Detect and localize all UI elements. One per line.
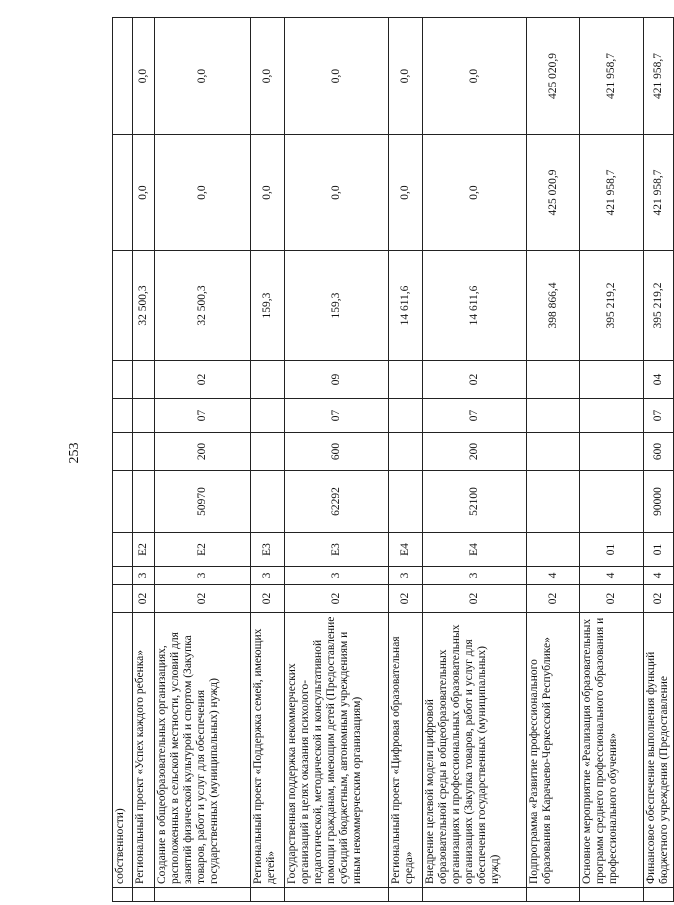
- row-pr-cell: 3: [285, 567, 389, 585]
- row-sum3-cell: 0,0: [389, 18, 423, 135]
- row-vr-cell: [133, 433, 155, 471]
- row-rz-cell: 02: [251, 585, 285, 613]
- row-cs2-cell: [251, 471, 285, 533]
- row-cs1-cell: 01: [644, 533, 674, 567]
- row-ku2-cell: [251, 361, 285, 399]
- budget-table: [112, 17, 674, 902]
- row-sum1-cell: [113, 251, 133, 361]
- table-row: [580, 18, 644, 902]
- table-row: [133, 18, 155, 902]
- row-sum2-cell: 0,0: [133, 135, 155, 251]
- row-gutter-cell: [251, 888, 285, 902]
- row-sum1-cell: 14 611,6: [389, 251, 423, 361]
- row-sum2-cell: 421 958,7: [644, 135, 674, 251]
- row-sum2-cell: 0,0: [251, 135, 285, 251]
- row-rz-cell: 02: [580, 585, 644, 613]
- row-vr-cell: 600: [285, 433, 389, 471]
- row-rz-cell: 02: [285, 585, 389, 613]
- row-rz-cell: 02: [133, 585, 155, 613]
- table-row: [527, 18, 580, 902]
- row-ku-cell: 07: [423, 399, 527, 433]
- row-ku-cell: 07: [644, 399, 674, 433]
- row-sum1-cell: 32 500,3: [133, 251, 155, 361]
- row-cs1-cell: [113, 533, 133, 567]
- row-ku2-cell: 04: [644, 361, 674, 399]
- row-ku2-cell: [113, 361, 133, 399]
- row-cs2-cell: [113, 471, 133, 533]
- row-sum3-cell: 421 958,7: [580, 18, 644, 135]
- row-pr-cell: 4: [644, 567, 674, 585]
- row-gutter-cell: [423, 888, 527, 902]
- row-vr-cell: [580, 433, 644, 471]
- row-sum3-cell: [113, 18, 133, 135]
- row-gutter-cell: [389, 888, 423, 902]
- row-cs1-cell: E2: [155, 533, 251, 567]
- row-vr-cell: 200: [423, 433, 527, 471]
- row-name-cell: Внедрение целевой модели цифровой образовательной среды в общеобразовательных организациях и профессиональных образовательных организациях (Закупка товаров, работ и услуг для обеспечения государственных (муниципальных) нужд): [423, 613, 527, 888]
- row-sum1-cell: 395 219,2: [644, 251, 674, 361]
- row-vr-cell: [251, 433, 285, 471]
- row-pr-cell: 3: [389, 567, 423, 585]
- table-row: [423, 18, 527, 902]
- row-gutter-cell: [285, 888, 389, 902]
- row-sum1-cell: 14 611,6: [423, 251, 527, 361]
- row-sum2-cell: 425 020,9: [527, 135, 580, 251]
- row-gutter-cell: [155, 888, 251, 902]
- row-cs1-cell: 01: [580, 533, 644, 567]
- row-ku2-cell: [527, 361, 580, 399]
- row-ku2-cell: [389, 361, 423, 399]
- row-rz-cell: [113, 585, 133, 613]
- row-name-cell: Региональный проект «Цифровая образовательная среда»: [389, 613, 423, 888]
- row-name-cell: Региональный проект «Успех каждого ребенка»: [133, 613, 155, 888]
- row-cs2-cell: [389, 471, 423, 533]
- row-cs1-cell: E4: [389, 533, 423, 567]
- row-cs1-cell: E2: [133, 533, 155, 567]
- row-gutter-cell: [644, 888, 674, 902]
- row-sum1-cell: 395 219,2: [580, 251, 644, 361]
- row-ku-cell: [580, 399, 644, 433]
- row-name-cell: Создание в общеобразовательных организациях, расположенных в сельской местности, условий для занятий физической культурой и спортом (Закупка товаров, работ и услуг для обеспечения государственных (муниципальных) нужд): [155, 613, 251, 888]
- row-sum2-cell: 0,0: [389, 135, 423, 251]
- table-row: [113, 18, 133, 902]
- row-ku2-cell: 02: [155, 361, 251, 399]
- row-pr-cell: 3: [251, 567, 285, 585]
- table-row: [389, 18, 423, 902]
- row-ku-cell: [389, 399, 423, 433]
- row-sum3-cell: 425 020,9: [527, 18, 580, 135]
- row-sum1-cell: 32 500,3: [155, 251, 251, 361]
- row-vr-cell: 200: [155, 433, 251, 471]
- row-rz-cell: 02: [644, 585, 674, 613]
- row-gutter-cell: [113, 888, 133, 902]
- row-cs2-cell: [527, 471, 580, 533]
- page-number: 253: [67, 442, 82, 464]
- row-vr-cell: [389, 433, 423, 471]
- table-row: [155, 18, 251, 902]
- row-rz-cell: 02: [155, 585, 251, 613]
- row-sum3-cell: 0,0: [155, 18, 251, 135]
- row-cs1-cell: [527, 533, 580, 567]
- row-cs2-cell: [580, 471, 644, 533]
- row-rz-cell: 02: [389, 585, 423, 613]
- row-pr-cell: 4: [580, 567, 644, 585]
- row-name-cell: Основное мероприятие «Реализация образовательных программ среднего профессионального образования и профессионального обучения»: [580, 613, 644, 888]
- row-pr-cell: 3: [133, 567, 155, 585]
- row-gutter-cell: [527, 888, 580, 902]
- row-gutter-cell: [133, 888, 155, 902]
- row-name-cell: Региональный проект «Поддержка семей, имеющих детей»: [251, 613, 285, 888]
- row-cs1-cell: E4: [423, 533, 527, 567]
- row-ku-cell: [527, 399, 580, 433]
- row-cs1-cell: E3: [285, 533, 389, 567]
- row-pr-cell: 3: [155, 567, 251, 585]
- row-vr-cell: 600: [644, 433, 674, 471]
- row-gutter-cell: [580, 888, 644, 902]
- row-rz-cell: 02: [527, 585, 580, 613]
- row-sum1-cell: 398 866,4: [527, 251, 580, 361]
- row-sum2-cell: [113, 135, 133, 251]
- row-sum1-cell: 159,3: [285, 251, 389, 361]
- row-name-cell: Государственная поддержка некоммерческих организаций в целях оказания психолого-педагогической, методической и консультативной помощи гражданам, имеющим детей (Предоставление субсидий бюджетным, автономным учреждениям и иным некоммерческим организациям): [285, 613, 389, 888]
- row-cs2-cell: [133, 471, 155, 533]
- row-sum2-cell: 0,0: [423, 135, 527, 251]
- row-sum3-cell: 0,0: [251, 18, 285, 135]
- row-ku-cell: 07: [155, 399, 251, 433]
- row-ku-cell: [113, 399, 133, 433]
- row-cs2-cell: 62292: [285, 471, 389, 533]
- row-cs2-cell: 52100: [423, 471, 527, 533]
- row-sum3-cell: 0,0: [423, 18, 527, 135]
- row-sum2-cell: 0,0: [155, 135, 251, 251]
- row-sum2-cell: 0,0: [285, 135, 389, 251]
- row-ku2-cell: 02: [423, 361, 527, 399]
- row-name-cell: Подпрограмма «Развитие профессионального образования в Карачаево-Черкесской Республике»: [527, 613, 580, 888]
- row-ku-cell: [133, 399, 155, 433]
- row-sum3-cell: 0,0: [285, 18, 389, 135]
- row-pr-cell: 3: [423, 567, 527, 585]
- row-sum3-cell: 421 958,7: [644, 18, 674, 135]
- row-sum3-cell: 0,0: [133, 18, 155, 135]
- row-ku2-cell: 09: [285, 361, 389, 399]
- table-row: [251, 18, 285, 902]
- row-ku-cell: 07: [285, 399, 389, 433]
- row-pr-cell: [113, 567, 133, 585]
- row-name-cell: Финансовое обеспечение выполнения функций бюджетного учреждения (Предоставление: [644, 613, 674, 888]
- row-ku2-cell: [580, 361, 644, 399]
- row-cs2-cell: 50970: [155, 471, 251, 533]
- row-name-cell: собственности): [113, 613, 133, 888]
- row-cs1-cell: E3: [251, 533, 285, 567]
- row-sum1-cell: 159,3: [251, 251, 285, 361]
- row-vr-cell: [527, 433, 580, 471]
- table-row: [285, 18, 389, 902]
- row-ku-cell: [251, 399, 285, 433]
- table-row: [644, 18, 674, 902]
- budget-table-area: [112, 53, 670, 902]
- row-pr-cell: 4: [527, 567, 580, 585]
- row-rz-cell: 02: [423, 585, 527, 613]
- row-cs2-cell: 90000: [644, 471, 674, 533]
- row-sum2-cell: 421 958,7: [580, 135, 644, 251]
- row-ku2-cell: [133, 361, 155, 399]
- row-vr-cell: [113, 433, 133, 471]
